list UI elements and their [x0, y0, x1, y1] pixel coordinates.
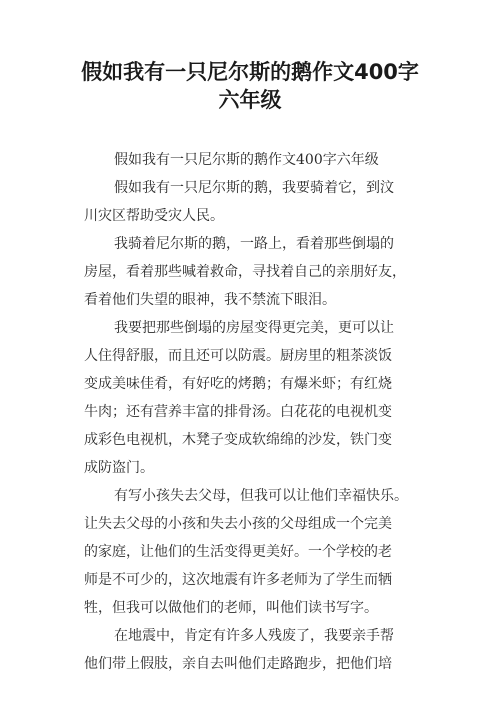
body-line: 川灾区帮助受灾人民。	[84, 208, 224, 224]
body-line: 牛肉；还有营养丰富的排骨汤。白花花的电视机变	[84, 404, 392, 420]
body-line: 假如我有一只尼尔斯的鹅作文400字六年级	[114, 152, 379, 168]
body-line: 成防盗门。	[84, 460, 154, 476]
body-line: 在地震中，肯定有许多人残废了，我要亲手帮	[114, 628, 394, 644]
body-line: 他们带上假肢，亲自去叫他们走路跑步，把他们培	[84, 656, 392, 672]
body-line: 成彩色电视机，木凳子变成软绵绵的沙发，铁门变	[84, 432, 392, 448]
body-line: 看着他们失望的眼神，我不禁流下眼泪。	[84, 292, 336, 308]
document-title-line-2: 六年级	[218, 88, 282, 112]
body-line: 有写小孩失去父母，但我可以让他们幸福快乐。	[114, 488, 408, 504]
body-line: 让失去父母的小孩和失去小孩的父母组成一个完美	[84, 516, 392, 532]
body-line: 假如我有一只尼尔斯的鹅，我要骑着它，到汶	[114, 180, 394, 196]
body-line: 我骑着尼尔斯的鹅，一路上，看着那些倒塌的	[114, 236, 394, 252]
body-line: 牲，但我可以做他们的老师，叫他们读书写字。	[84, 600, 378, 616]
body-line: 我要把那些倒塌的房屋变得更完美，更可以让	[114, 320, 394, 336]
body-line: 人住得舒服，而且还可以防震。厨房里的粗茶淡饭	[84, 348, 392, 364]
body-line: 房屋，看着那些喊着救命，寻找着自己的亲朋好友，	[84, 264, 406, 280]
body-line: 师是不可少的，这次地震有许多老师为了学生而牺	[84, 572, 392, 588]
document-title-line-1: 假如我有一只尼尔斯的鹅作文400字	[81, 60, 419, 84]
body-line: 变成美味佳肴，有好吃的烤鹅；有爆米虾；有红烧	[84, 376, 392, 392]
body-line: 的家庭，让他们的生活变得更美好。一个学校的老	[84, 544, 392, 560]
